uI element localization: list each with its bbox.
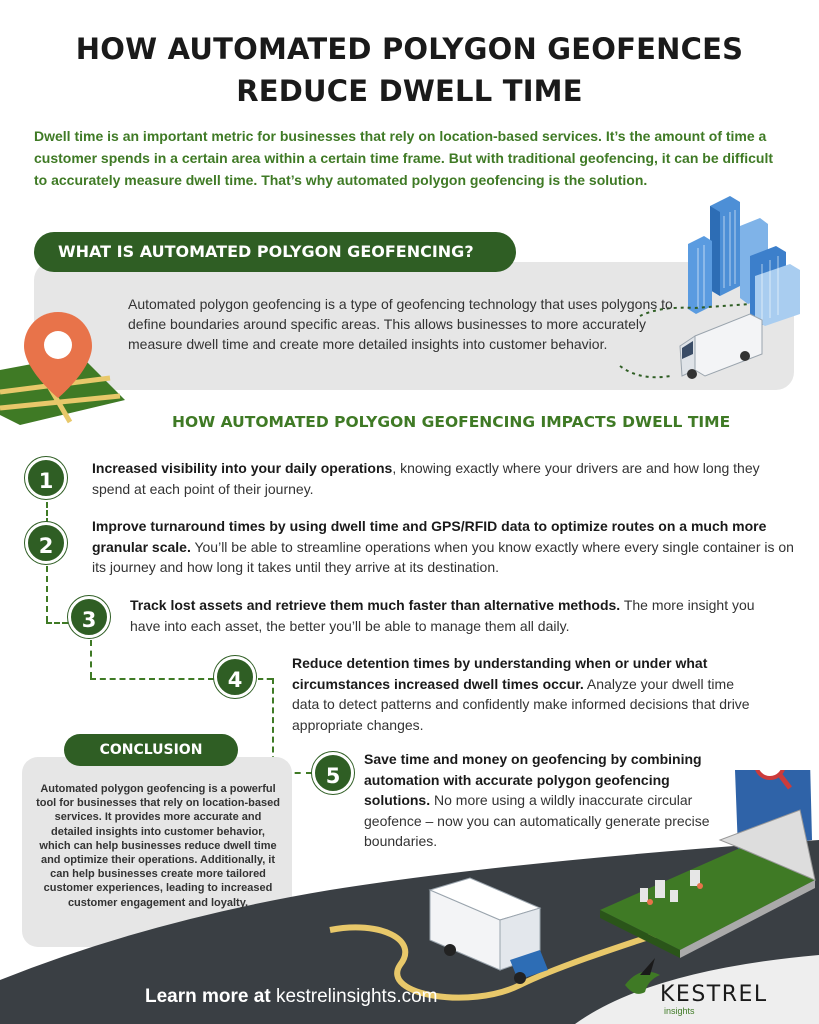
connector-line: [90, 678, 214, 680]
impact-item-3: [130, 595, 770, 636]
step-number-2: 2: [25, 522, 67, 564]
impact-item-4-text: Analyze your dwell time data to detect patterns and confidently make informed decisions that drive appropriate changes.: [292, 675, 750, 733]
step-number-4: 4: [214, 656, 256, 698]
conclusion-heading: CONCLUSION: [64, 734, 238, 766]
impact-item-4-bold: Reduce detention times by understanding when or under what circumstances increased dwell times occur.: [292, 655, 708, 692]
impact-item-3-text: The more insight you have into each asset, the better you’ll be able to manage them all daily.: [130, 597, 755, 634]
impact-item-5-text: No more using a wildly inaccurate circular geofence – now you can automatically generate precise boundaries.: [364, 792, 710, 849]
conclusion-body: Automated polygon geofencing is a powerful tool for businesses that rely on location-based services. It provides more accurate and detailed insights into customer behavior, which can help businesses reduce dwell time and optimize their operations. Additionally, it can help businesses create more tailored customer experiences, leading to increased customer engagement and loyalty.: [36, 783, 280, 909]
connector-line: [46, 566, 48, 622]
impact-item-5-bold: Save time and money on geofencing by combining automation with accurate polygon geofencing solutions.: [364, 751, 702, 808]
step-number-5: 5: [312, 752, 354, 794]
connector-line: [258, 678, 272, 680]
impact-item-2: [92, 516, 794, 578]
step-number-1: 1: [25, 457, 67, 499]
impact-item-3-bold: Track lost assets and retrieve them much faster than alternative methods.: [130, 597, 621, 613]
footer-prefix: Learn more at: [145, 986, 271, 1007]
impact-item-4: [292, 653, 764, 735]
footer-url[interactable]: kestrelinsights.com: [275, 986, 438, 1007]
what-is-heading: WHAT IS AUTOMATED POLYGON GEOFENCING?: [34, 232, 516, 272]
connector-line: [46, 622, 68, 624]
impact-item-1-bold: Increased visibility into your daily operations: [92, 460, 393, 476]
connector-line: [46, 502, 48, 524]
step-number-3: 3: [68, 596, 110, 638]
impact-item-5: [364, 749, 714, 852]
impact-item-2-text: You’ll be able to streamline operations when you know exactly where every single container is on its journey and how long it takes until they arrive at its destination.: [92, 538, 794, 575]
kestrel-logo: KESTREL: [660, 982, 768, 1007]
building-icon: [688, 196, 800, 326]
map-pin-illustration: [0, 300, 130, 430]
kestrel-logo-sub: insights: [664, 1006, 695, 1016]
impact-item-1-text: , knowing exactly where your drivers are and how long they spend at each point of their journey.: [92, 460, 760, 497]
connector-line: [90, 640, 92, 678]
page-title: [20, 28, 799, 112]
what-is-body: Automated polygon geofencing is a type of geofencing technology that uses polygons to define boundaries around specific areas. This allows businesses to more accurately measure dwell time and create more detailed insights into customer behavior.: [128, 296, 673, 352]
impact-item-1: [92, 458, 792, 499]
title-line-2: REDUCE DWELL TIME: [236, 74, 583, 108]
intro-paragraph: Dwell time is an important metric for businesses that rely on location-based services. It’s the amount of time a customer spends in a certain area within a certain time frame. But with traditional geofencing, it can be difficult to accurately measure dwell time. That’s why automated polygon geofencing is the solution.: [34, 128, 774, 188]
impact-item-2-bold: Improve turnaround times by using dwell time and GPS/RFID data to optimize routes on a much more granular scale.: [92, 518, 767, 555]
impacts-heading: HOW AUTOMATED POLYGON GEOFENCING IMPACTS DWELL TIME: [172, 413, 731, 431]
van-icon: [680, 314, 762, 379]
title-line-1: HOW AUTOMATED POLYGON GEOFENCES: [75, 32, 744, 66]
footer-link[interactable]: [145, 986, 438, 1008]
